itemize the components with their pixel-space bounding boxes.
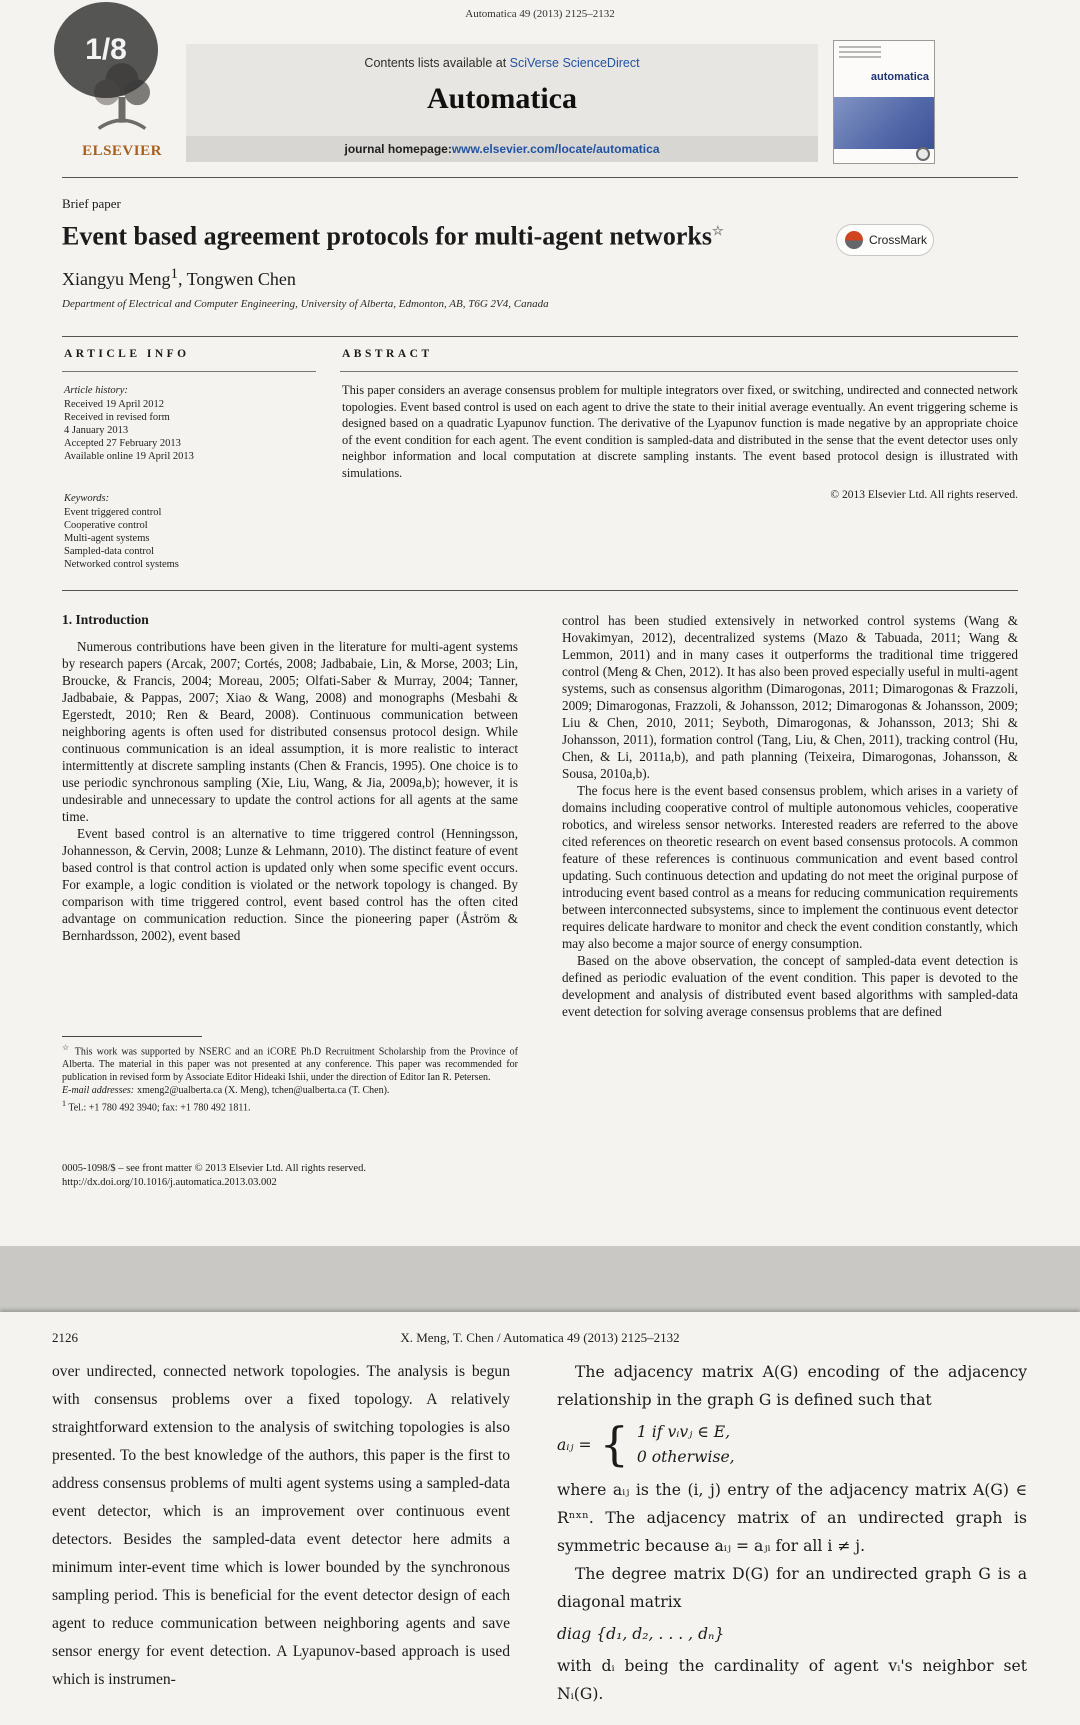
intro-paragraph: Event based control is an alternative to time triggered control (Henningsson, Johannesson, & Cervin, 2008; Lunze & Lehmann, 2010). The distinct feature of event based control is that control action is updated only when some specific event occurs. For example, a logic condition is violated or the network topology is changed. By comparison with time triggered control, event based control has the often cited advantage on communication reduction. Since the pioneering paper (Åström & Bernhardsson, 2002), event based xyxy=(62,826,518,943)
issn-line: 0005-1098/$ – see front matter © 2013 Elsevier Ltd. All rights reserved. xyxy=(62,1163,366,1174)
footer-block xyxy=(62,1162,366,1190)
keyword-item: Sampled-data control xyxy=(64,546,155,557)
equation-cases xyxy=(637,1420,735,1470)
intro-column-right xyxy=(562,612,1018,1020)
footnote-support xyxy=(62,1042,518,1085)
tel-text: Tel.: +1 780 492 3940; fax: +1 780 492 1811. xyxy=(68,1101,251,1113)
page-number: 2126 xyxy=(52,1330,78,1345)
divider xyxy=(340,371,1018,372)
contents-line xyxy=(186,56,818,70)
keyword-item: Networked control systems xyxy=(64,559,179,570)
running-head: X. Meng, T. Chen / Automatica 49 (2013) 2125–2132 xyxy=(400,1330,680,1345)
abstract-body xyxy=(342,382,1018,501)
keyword-item: Multi-agent systems xyxy=(64,533,150,544)
homepage-strip xyxy=(186,136,818,162)
authors-line xyxy=(62,266,296,290)
journal-homepage-link[interactable]: www.elsevier.com/locate/automatica xyxy=(451,142,660,156)
equation-case: 1 if vᵢvⱼ ∈ E, xyxy=(636,1423,731,1441)
body-paragraph: with dᵢ being the cardinality of agent vᵢ's neighbor set Nᵢ(G). xyxy=(557,1657,1027,1703)
sciencedirect-link[interactable]: SciVerse ScienceDirect xyxy=(509,56,640,70)
tel-footnote-mark: 1 xyxy=(62,1098,66,1108)
section-heading-introduction: 1. Introduction xyxy=(62,612,149,627)
author-1-footnote: 1 xyxy=(170,266,178,282)
cover-emblem xyxy=(916,147,930,161)
footnote-tel xyxy=(62,1098,518,1115)
article-info-heading: ARTICLE INFO xyxy=(64,348,190,360)
body-paragraph: where aᵢⱼ is the (i, j) entry of the adjacency matrix A(G) ∈ Rⁿˣⁿ. The adjacency matrix of an undirected graph is symmetric because aᵢⱼ = aⱼᵢ for all i ≠ j. xyxy=(557,1481,1027,1555)
history-item: Accepted 27 February 2013 xyxy=(64,438,181,449)
intro-paragraph: Numerous contributions have been given in the literature for multi-agent systems by research papers (Arcak, 2007; Cortés, 2008; Jadbabaie, Lin, & Morse, 2003; Lin, Broucke, & Francis, 2004; Moreau, 2005; Olfati-Saber & Murray, 2004; Tanner, Jadbabaie, & Pappas, 2007; Xiao & Wang, 2008) and monographs (Mesbahi & Egerstedt, 2010; Ren & Beard, 2008). Continuous communication between neighboring agents is often used for distributed consensus protocol design. While continuous communication is an ideal assumption, it is more realistic to interact intermittently at discrete sampling instants (Chen & Francis, 1995). One choice is to use periodic synchronous sampling (Xie, Liu, Wang, & Jia, 2009a,b); however, it is undesirable and unnecessary to update the control actions for all agents at the same time. xyxy=(62,639,518,824)
intro-column-left xyxy=(62,612,518,944)
cover-journal-name: automatica xyxy=(870,71,929,83)
paper-title-text: Event based agreement protocols for multi-agent networks xyxy=(62,221,712,251)
cover-art xyxy=(834,97,934,149)
footnote-divider xyxy=(62,1036,202,1037)
crossmark-label: CrossMark xyxy=(869,233,928,247)
paper-type-label: Brief paper xyxy=(62,196,121,211)
page-2 xyxy=(0,1312,1080,1725)
intro-paragraph: Based on the above observation, the concept of sampled-data event detection is defined as periodic evaluation of the event condition. This paper is devoted to the development and analysis of distributed event based algorithms with sampled-data event detection for solving average consensus problems that are defined xyxy=(562,953,1018,1019)
title-footnote-mark: ☆ xyxy=(711,223,724,238)
keyword-item: Event triggered control xyxy=(64,507,162,518)
history-label: Article history: xyxy=(64,385,128,396)
equation-brace: { xyxy=(599,1417,629,1472)
history-item: 4 January 2013 xyxy=(64,425,129,436)
cover-text-decoration xyxy=(839,46,881,60)
page-indicator-badge xyxy=(54,2,158,98)
adjacency-equation xyxy=(557,1417,1027,1472)
divider xyxy=(62,177,1018,178)
equation-case: 0 otherwise, xyxy=(636,1448,735,1466)
page-indicator-label: 1/8 xyxy=(85,33,127,66)
page2-column-right xyxy=(557,1358,1027,1708)
journal-title: Automatica xyxy=(427,82,577,115)
journal-citation: Automatica 49 (2013) 2125–2132 xyxy=(465,8,615,20)
crossmark-badge[interactable] xyxy=(836,224,934,256)
copyright-line: © 2013 Elsevier Ltd. All rights reserved. xyxy=(830,489,1018,501)
email-addresses[interactable]: xmeng2@ualberta.ca (X. Meng), tchen@ualberta.ca (T. Chen). xyxy=(137,1084,390,1096)
intro-paragraph: The focus here is the event based consensus problem, which arises in a variety of domains including cooperative control of multiple autonomous vehicles, cooperative robotics, and wireless sensor networks. Interested readers are referred to the above cited references on theoretic research on event based consensus protocols. A common feature of these references is continuous communication and event based control updating. Such continuous detection and updating do not meet the original purpose of introducing event based control as a means for reducing communication requirements between interconnected subsystems, since to implement the continuous event detector requires delicate hardware to monitor and check the event condition constantly, which may also become a major source of energy consumption. xyxy=(562,783,1018,951)
history-item: Available online 19 April 2013 xyxy=(64,451,194,462)
equation-lhs: aᵢⱼ = xyxy=(557,1436,592,1454)
divider xyxy=(62,590,1018,591)
body-paragraph: The adjacency matrix A(G) encoding of the adjacency relationship in the graph G is defined such that xyxy=(557,1363,1027,1409)
author-2: , Tongwen Chen xyxy=(177,269,296,289)
footnote-block xyxy=(62,1036,518,1115)
contents-prefix: Contents lists available at xyxy=(364,56,510,70)
journal-cover-thumbnail xyxy=(833,40,935,164)
footnote-support-text: This work was supported by NSERC and an iCORE Ph.D Recruitment Scholarship from the Province of Alberta. The material in this paper was not presented at any conference. This paper was recommended for publication in revised form by Associate Editor Hideaki Ishii, under the direction of Editor Ian R. Petersen. xyxy=(62,1046,519,1083)
keyword-item: Cooperative control xyxy=(64,520,148,531)
crossmark-icon xyxy=(845,231,863,249)
homepage-prefix: journal homepage: xyxy=(344,142,452,156)
history-item: Received 19 April 2012 xyxy=(64,399,165,410)
divider xyxy=(62,371,316,372)
history-item: Received in revised form xyxy=(64,412,170,423)
journal-masthead xyxy=(186,44,818,162)
author-1: Xiangyu Meng xyxy=(62,269,171,289)
body-paragraph: The degree matrix D(G) for an undirected graph G is a diagonal matrix xyxy=(557,1565,1027,1611)
paper-title xyxy=(62,216,832,252)
footnote-mark: ☆ xyxy=(62,1043,71,1052)
degree-equation: diag {d₁, d₂, . . . , dₙ} xyxy=(557,1625,725,1643)
abstract-text: This paper considers an average consensus problem for multiple integrators over fixed, or switching, undirected and connected network topologies. Event based control is used on each agent to drive the state to their initial average eventually. An event triggering scheme is designed based on a quadratic Lyapunov function. The derivative of the Lyapunov function is made negative by an appropriate choice of the event condition for each agent. The event condition is sampled-data and distributed in the sense that the event detector uses only neighbor information and local computation at discrete sampling instants. The event based protocol design is illustrated with simulations. xyxy=(342,383,1018,480)
doi-link[interactable]: http://dx.doi.org/10.1016/j.automatica.2013.03.002 xyxy=(62,1177,277,1188)
page-gap xyxy=(0,1246,1080,1312)
footnote-email xyxy=(62,1085,518,1098)
intro-paragraph: control has been studied extensively in networked control systems (Wang & Hovakimyan, 2012), decentralized systems (Mazo & Tabuada, 2011; Wang & Lemmon, 2011) and in many cases it outperforms the traditional time triggered control (Meng & Chen, 2012). It has also been proved especially useful in multi-agent systems, such as consensus algorithm (Dimarogonas, 2011; Dimarogonas & Frazzoli, 2009; Dimarogonas, Frazzoli, & Johansson, 2012; Dimarogonas & Johansson, 2009; Liu & Chen, 2010, 2011; Seyboth, Dimarogonas, & Johansson, 2013; Shi & Johansson, 2011), formation control (Tang, Liu, & Chen, 2011), tracking control (Hu, Chen, & Li, 2011a,b), and path planning (Teixeira, Dimarogonas, Johansson, & Sousa, 2010a,b). xyxy=(562,613,1018,781)
page2-column-left: over undirected, connected network topologies. The analysis is begun with consensus problems over a fixed topology. A relatively straightforward extension to the analysis of switching topologies is also presented. To the best knowledge of the authors, this paper is the first to address consensus problems of multi agent systems using a sampled-data event detector, which is an improvement over continuous event detectors. Besides the sampled-data event detector here admits a minimum inter-event time which is lower bounded by the synchronous sampling period. This is beneficial for the event detector design of each agent to reduce communication between neighboring agents and save sensor energy for event detection. A Lyapunov-based approach is used which is instrumen- xyxy=(52,1363,510,1688)
abstract-heading: ABSTRACT xyxy=(342,348,433,360)
email-label: E-mail addresses: xyxy=(62,1084,135,1096)
divider xyxy=(62,336,1018,337)
keywords-label: Keywords: xyxy=(64,493,110,504)
elsevier-wordmark: ELSEVIER xyxy=(82,143,162,159)
affiliation: Department of Electrical and Computer Engineering, University of Alberta, Edmonton, AB, T6G 2V4, Canada xyxy=(62,298,549,310)
